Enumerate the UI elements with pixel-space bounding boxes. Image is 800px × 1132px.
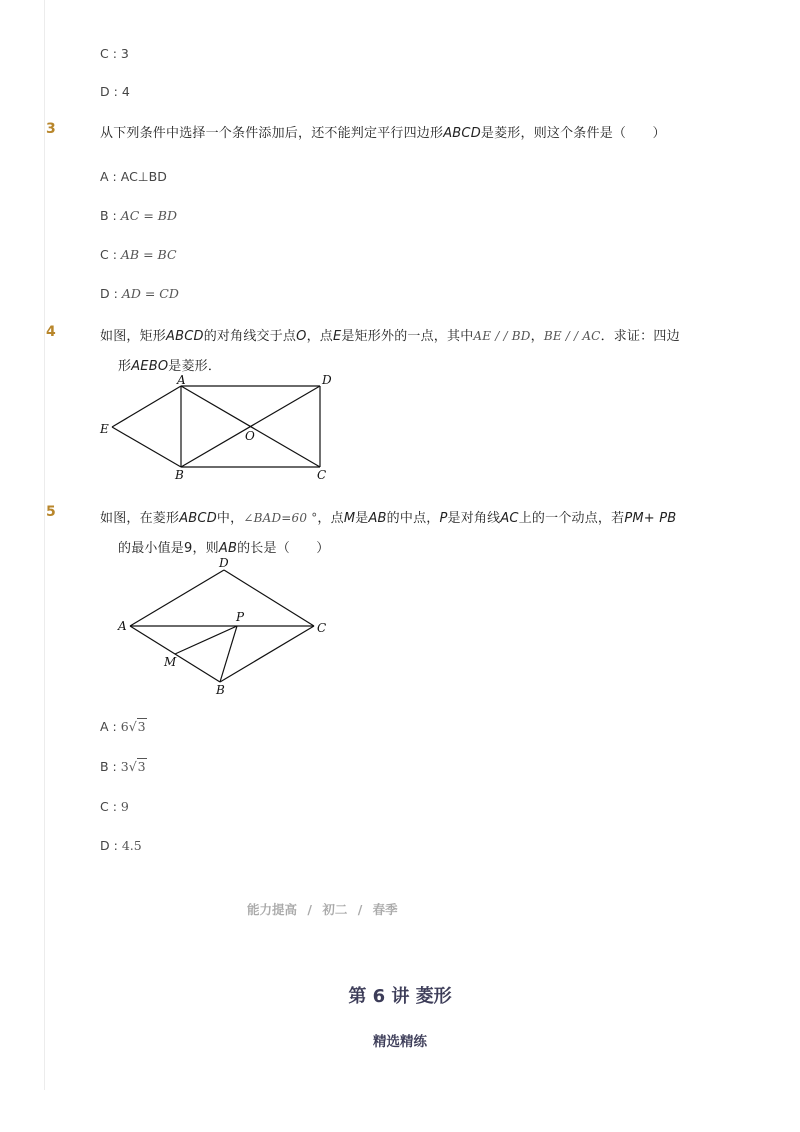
edge-EB [112,427,181,467]
question-5-text-line2: 的最小值是9，则AB的长是（ ） [118,541,330,556]
label-B: B [175,468,184,482]
question-4-text-line2: 形AEBO是菱形． [118,359,222,374]
edge-AD [130,570,224,626]
edge-EA [112,386,181,427]
lecture-title: 第 6 讲 菱形 [348,986,452,1007]
label-P: P [236,610,245,624]
option-value: 4.5 [121,838,142,853]
label-D: D [322,373,332,387]
option-value: 4 [121,84,130,99]
breadcrumb-item: 初二 [322,902,348,917]
question-4-text-line1: 如图，矩形ABCD的对角线交于点O，点E是矩形外的一点，其中AE / / BD，BE / / AC．求证：四边 [100,329,680,344]
label-C: C [317,621,327,635]
question-number-5: 5 [46,504,56,520]
option-value: AC⊥BD [120,169,167,184]
q3-option-d[interactable]: D : AD = CD [100,286,179,301]
breadcrumb-item: 春季 [372,902,398,917]
label-D: D [219,556,229,570]
label-E: E [100,422,109,436]
segment-PM [175,626,237,654]
label-M: M [164,655,177,669]
question-5-text-line1: 如图，在菱形ABCD中，∠BAD=60 °，点M是AB的中点，P是对角线AC上的一个动点，若PM+ PB [100,511,677,526]
breadcrumb: 能力提高 / 初二 / 春季 [247,902,398,917]
q5-option-a[interactable]: A : 6√3 [100,719,146,734]
left-margin-rule [44,0,45,1090]
question-3-text: 从下列条件中选择一个条件添加后，还不能判定平行四边形ABCD是菱形，则这个条件是（ ） [100,126,666,141]
q3-option-b[interactable]: B : AC = BD [100,208,177,223]
option-value: 6√3 [120,719,146,734]
breadcrumb-item: 能力提高 [247,902,298,917]
q5-option-b[interactable]: B : 3√3 [100,759,146,774]
sqrt-symbol: √ [128,719,137,734]
option-value: 9 [120,799,129,814]
prev-option-d[interactable]: D : 4 [100,84,130,99]
label-B: B [216,683,225,697]
q3-option-c[interactable]: C : AB = BC [100,247,177,262]
option-value: 3 [120,46,129,61]
option-value: AC = BD [120,208,177,223]
question-number-4: 4 [46,324,56,340]
q4-figure-rectangle [96,372,346,484]
label-O: O [245,429,255,443]
section-title: 精选精练 [373,1034,427,1050]
q5-option-d[interactable]: D : 4.5 [100,838,142,853]
label-A: A [118,619,127,633]
q5-figure-rhombus [110,556,340,698]
label-A: A [177,373,186,387]
question-number-3: 3 [46,121,56,137]
option-value: 3√3 [120,759,146,774]
label-C: C [317,468,327,482]
option-value: AB = BC [120,247,177,262]
q5-option-c[interactable]: C : 9 [100,799,129,814]
q3-option-a[interactable]: A : AC⊥BD [100,169,167,184]
prev-option-c[interactable]: C : 3 [100,46,129,61]
sqrt-symbol: √ [128,759,137,774]
option-value: AD = CD [121,286,179,301]
